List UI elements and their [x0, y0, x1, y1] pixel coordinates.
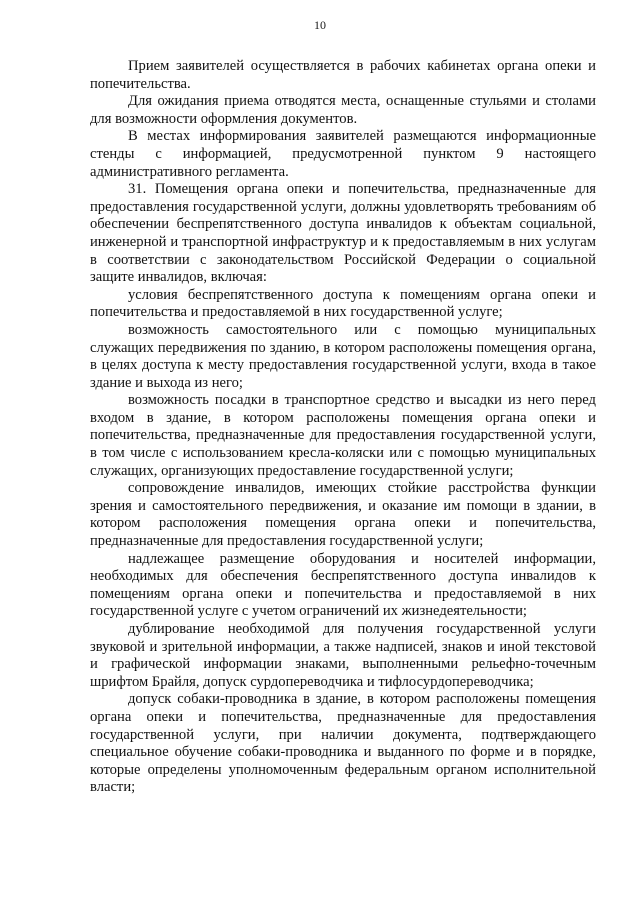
paragraph-waiting-area: Для ожидания приема отводятся места, оснащенные стульями и столами для возможности оформления документов. [90, 93, 596, 127]
paragraph-item-31: 31. Помещения органа опеки и попечительства, предназначенные для предоставления государственной услуги, должны удовлетворять требованиям об обеспечении беспрепятственного доступа инвалидов к объектам социальной, инженерной и транспортной инфраструктур и к предоставляемым в них услугам в соответствии с законодательством Российской Федерации о социальной защите инвалидов, включая: [90, 181, 596, 286]
list-item-movement: возможность самостоятельного или с помощью муниципальных служащих передвижения по зданию, в котором расположены помещения органа, в целях доступа к месту предоставления государственной услуги, входа в такое здание и выхода из него; [90, 321, 596, 391]
paragraph-reception: Прием заявителей осуществляется в рабочих кабинетах органа опеки и попечительства. [90, 58, 596, 92]
list-item-escort: сопровождение инвалидов, имеющих стойкие расстройства функции зрения и самостоятельного передвижения, и оказание им помощи в здании, в котором расположения помещения органа опеки и попечительства, предназначенные для предоставления государственной услуги; [90, 480, 596, 550]
list-item-access-conditions: условия беспрепятственного доступа к помещениям органа опеки и попечительства и предоставляемой в них государственной услуге; [90, 286, 596, 321]
page-number: 10 [314, 18, 326, 32]
list-item-duplication: дублирование необходимой для получения государственной услуги звуковой и зрительной информации, а также надписей, знаков и иной текстовой и графической информации знаками, выполненными рельефно-точечным шрифтом Брайля, допуск сурдопереводчика и тифлосурдопереводчика; [90, 621, 596, 690]
list-item-transport: возможность посадки в транспортное средство и высадки из него перед входом в здание, в котором расположены помещения органа опеки и попечительства, предназначенные для предоставления государственной услуги, в том числе с использованием кресла-коляски или с помощью муниципальных служащих, организующих предоставление государственной услуги; [90, 392, 596, 479]
paragraph-info-stands: В местах информирования заявителей размещаются информационные стенды с информацией, предусмотренной пунктом 9 настоящего административного регламента. [90, 128, 596, 180]
list-item-guide-dog: допуск собаки-проводника в здание, в котором расположены помещения органа опеки и попечительства, предназначенные для предоставления государственной услуги, при наличии документа, подтверждающего специальное обучение собаки-проводника и выданного по форме и в порядке, которые определены уполномоченным федеральным органом исполнительной власти; [90, 691, 596, 796]
document-body [90, 58, 596, 797]
list-item-equipment: надлежащее размещение оборудования и носителей информации, необходимых для обеспечения беспрепятственного доступа инвалидов к помещениям органа опеки и попечительства и предоставляемой в них государственной услуге с учетом ограничений их жизнедеятельности; [90, 550, 596, 620]
